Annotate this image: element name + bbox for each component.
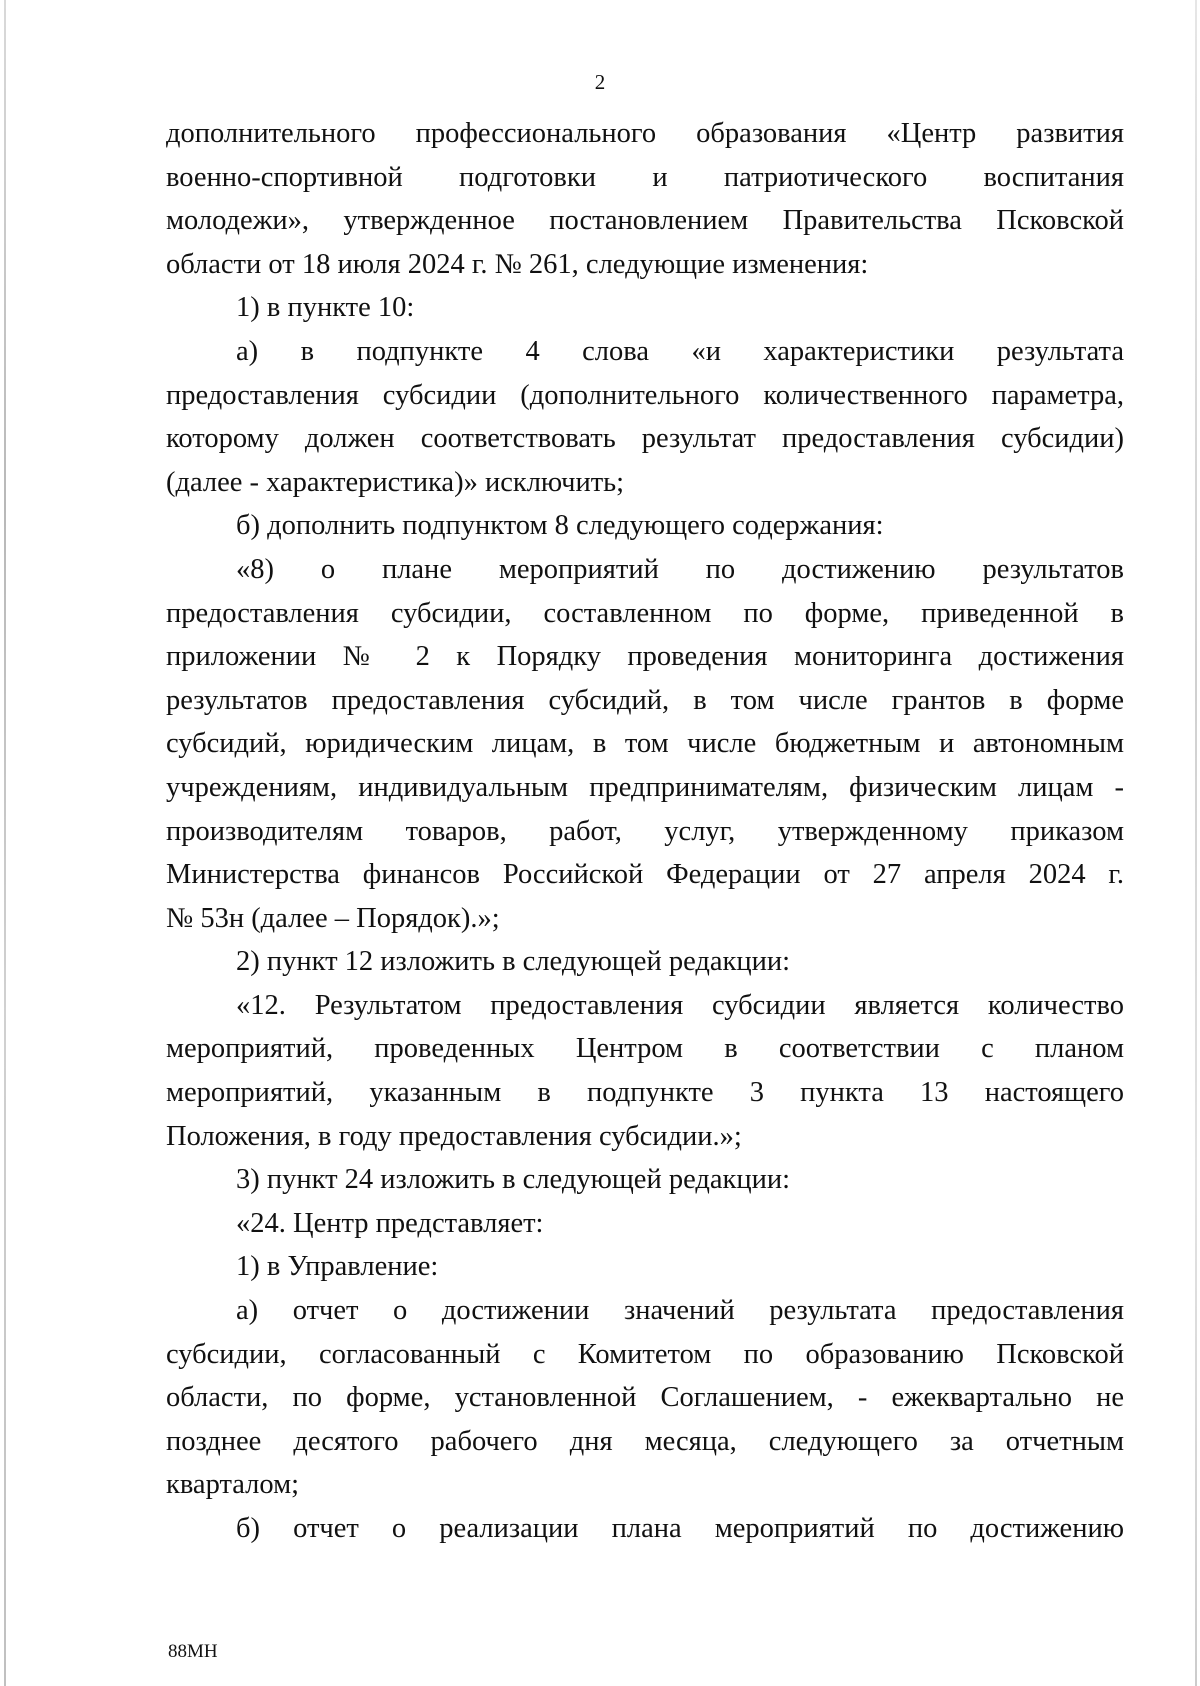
text-line: Министерства финансов Российской Федерации от 27 апреля 2024 г. [166,859,1124,891]
text-line: № 53н (далее – Порядок).»; [166,902,500,934]
text-line: а) в подпункте 4 слова «и характеристики результата [236,335,1124,367]
text-line: а) отчет о достижении значений результата предоставления [236,1295,1124,1327]
text-line: мероприятий, проведенных Центром в соответствии с планом [166,1033,1124,1065]
document-body [166,112,1124,1551]
text-line: военно-спортивной подготовки и патриотического воспитания [166,161,1124,193]
text-line: «12. Результатом предоставления субсидии является количество [236,989,1124,1021]
text-line: субсидии, согласованный с Комитетом по образованию Псковской [166,1338,1124,1370]
text-line: 1) в пункте 10: [236,292,415,324]
text-line: молодежи», утвержденное постановлением Правительства Псковской [166,205,1124,237]
text-line: «24. Центр представляет: [236,1207,544,1239]
text-line: производителям товаров, работ, услуг, утвержденному приказом [166,815,1124,847]
page-number: 2 [594,70,606,94]
text-line: субсидий, юридическим лицам, в том числе бюджетным и автономным [166,728,1124,760]
text-line: «8) о плане мероприятий по достижению результатов [236,553,1124,585]
text-line: результатов предоставления субсидий, в том числе грантов в форме [166,684,1124,716]
text-line: области, по форме, установленной Соглашением, - ежеквартально не [166,1382,1124,1414]
text-line: 3) пункт 24 изложить в следующей редакции: [236,1164,791,1196]
text-line: области от 18 июля 2024 г. № 261, следующие изменения: [166,248,869,280]
text-line: учреждениям, индивидуальным предпринимателям, физическим лицам - [166,771,1124,803]
footer-code: 88МН [168,1641,218,1662]
text-line: которому должен соответствовать результат предоставления субсидии) [166,423,1124,455]
text-line: (далее - характеристика)» исключить; [166,466,625,498]
text-line: приложении № 2 к Порядку проведения мониторинга достижения [166,641,1124,673]
text-line: кварталом; [166,1469,300,1501]
text-line: предоставления субсидии (дополнительного количественного параметра, [166,379,1124,411]
text-line: дополнительного профессионального образования «Центр развития [166,118,1124,149]
text-line: б) дополнить подпунктом 8 следующего содержания: [236,510,884,542]
scan-edge-right [1195,0,1197,1686]
text-line: позднее десятого рабочего дня месяца, следующего за отчетным [166,1425,1124,1457]
text-line: мероприятий, указанным в подпункте 3 пункта 13 настоящего [166,1077,1124,1109]
text-line: б) отчет о реализации плана мероприятий по достижению [236,1513,1124,1544]
text-line: 1) в Управление: [236,1251,439,1283]
text-line: Положения, в году предоставления субсидии.»; [166,1120,742,1152]
text-line: предоставления субсидии, составленном по форме, приведенной в [166,597,1124,629]
text-line: 2) пункт 12 изложить в следующей редакции: [236,946,791,978]
scan-edge-left [4,0,6,1686]
